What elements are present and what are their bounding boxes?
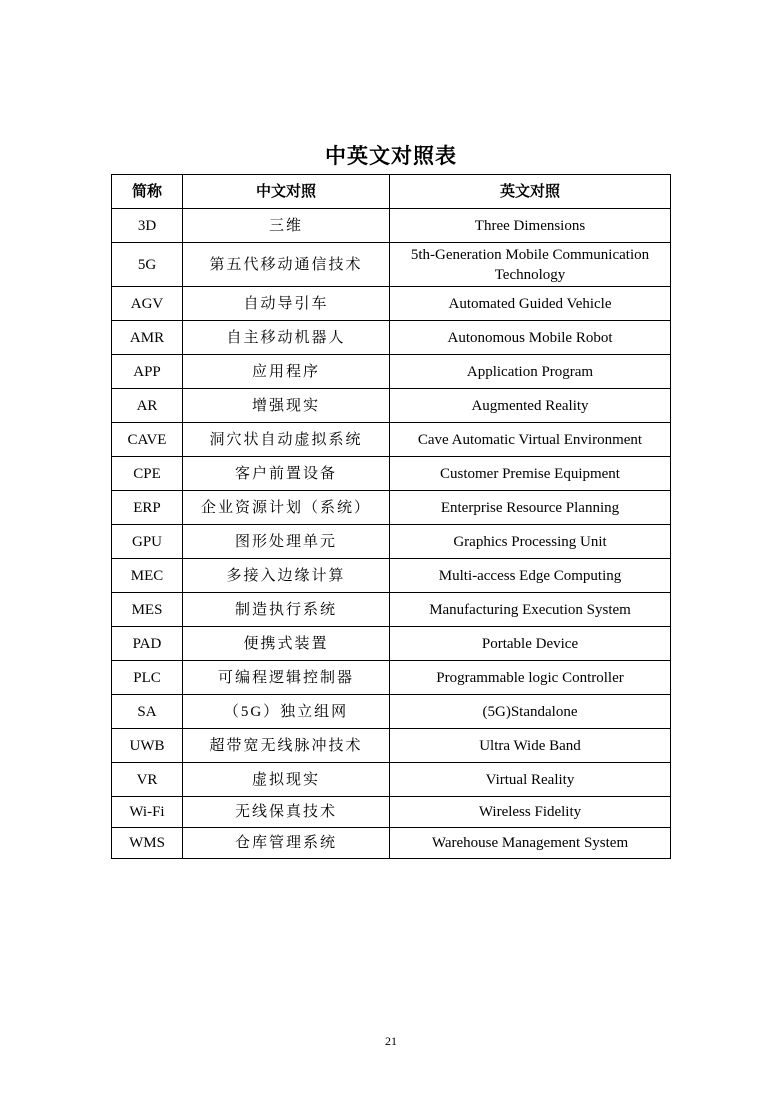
- cell-abbreviation: AR: [112, 389, 183, 423]
- cell-english: (5G)Standalone: [390, 695, 671, 729]
- cell-english: Warehouse Management System: [390, 828, 671, 859]
- table-row: [112, 593, 671, 627]
- table-row: [112, 695, 671, 729]
- cell-english: Augmented Reality: [390, 389, 671, 423]
- cell-english: Graphics Processing Unit: [390, 525, 671, 559]
- cell-english: Multi-access Edge Computing: [390, 559, 671, 593]
- table-row: [112, 321, 671, 355]
- cell-chinese: 增强现实: [183, 389, 390, 423]
- cell-abbreviation: VR: [112, 763, 183, 797]
- cell-abbreviation: GPU: [112, 525, 183, 559]
- table-row: [112, 355, 671, 389]
- page-number: 21: [385, 1034, 397, 1048]
- cell-abbreviation: CAVE: [112, 423, 183, 457]
- cell-abbreviation: PAD: [112, 627, 183, 661]
- cell-english: Programmable logic Controller: [390, 661, 671, 695]
- table-row: [112, 209, 671, 243]
- cell-abbreviation: WMS: [112, 828, 183, 859]
- cell-abbreviation: 5G: [112, 243, 183, 287]
- table-row: [112, 389, 671, 423]
- cell-english: Wireless Fidelity: [390, 797, 671, 828]
- table-row: [112, 243, 671, 287]
- page-title: 中英文对照表: [325, 144, 457, 168]
- cell-abbreviation: CPE: [112, 457, 183, 491]
- cell-abbreviation: MES: [112, 593, 183, 627]
- table-row: [112, 763, 671, 797]
- cell-chinese: 仓库管理系统: [183, 828, 390, 859]
- table-row: [112, 287, 671, 321]
- table-row: [112, 828, 671, 859]
- cell-chinese: 自主移动机器人: [183, 321, 390, 355]
- cell-chinese: 便携式装置: [183, 627, 390, 661]
- cell-english: Autonomous Mobile Robot: [390, 321, 671, 355]
- cell-chinese: 自动导引车: [183, 287, 390, 321]
- table-row: [112, 423, 671, 457]
- table-row: [112, 457, 671, 491]
- cell-chinese: 超带宽无线脉冲技术: [183, 729, 390, 763]
- cell-abbreviation: AGV: [112, 287, 183, 321]
- header-chinese: 中文对照: [183, 175, 390, 209]
- cell-english: Three Dimensions: [390, 209, 671, 243]
- table-row: [112, 627, 671, 661]
- cell-english: Automated Guided Vehicle: [390, 287, 671, 321]
- cell-chinese: 洞穴状自动虚拟系统: [183, 423, 390, 457]
- cell-abbreviation: APP: [112, 355, 183, 389]
- cell-chinese: 三维: [183, 209, 390, 243]
- table-row: [112, 525, 671, 559]
- cell-english: 5th-Generation Mobile Communication Technology: [390, 243, 671, 287]
- cell-abbreviation: SA: [112, 695, 183, 729]
- cell-abbreviation: ERP: [112, 491, 183, 525]
- cell-chinese: 无线保真技术: [183, 797, 390, 828]
- cell-chinese: 虚拟现实: [183, 763, 390, 797]
- table-row: [112, 661, 671, 695]
- cell-abbreviation: PLC: [112, 661, 183, 695]
- cell-english: Virtual Reality: [390, 763, 671, 797]
- cell-chinese: 第五代移动通信技术: [183, 243, 390, 287]
- cell-english: Application Program: [390, 355, 671, 389]
- cell-english: Manufacturing Execution System: [390, 593, 671, 627]
- cell-abbreviation: MEC: [112, 559, 183, 593]
- cell-chinese: 可编程逻辑控制器: [183, 661, 390, 695]
- header-english: 英文对照: [390, 175, 671, 209]
- cell-english: Ultra Wide Band: [390, 729, 671, 763]
- cell-chinese: 多接入边缘计算: [183, 559, 390, 593]
- cell-english: Enterprise Resource Planning: [390, 491, 671, 525]
- cell-chinese: 客户前置设备: [183, 457, 390, 491]
- cell-english: Cave Automatic Virtual Environment: [390, 423, 671, 457]
- glossary-table: [111, 174, 671, 859]
- cell-abbreviation: Wi-Fi: [112, 797, 183, 828]
- cell-abbreviation: UWB: [112, 729, 183, 763]
- cell-abbreviation: 3D: [112, 209, 183, 243]
- cell-chinese: （5G）独立组网: [183, 695, 390, 729]
- cell-chinese: 图形处理单元: [183, 525, 390, 559]
- cell-english: Portable Device: [390, 627, 671, 661]
- cell-chinese: 应用程序: [183, 355, 390, 389]
- cell-abbreviation: AMR: [112, 321, 183, 355]
- cell-english: Customer Premise Equipment: [390, 457, 671, 491]
- table-row: [112, 729, 671, 763]
- header-abbreviation: 简称: [112, 175, 183, 209]
- table-row: [112, 797, 671, 828]
- cell-chinese: 制造执行系统: [183, 593, 390, 627]
- table-header-row: [112, 175, 671, 209]
- table-row: [112, 491, 671, 525]
- cell-chinese: 企业资源计划（系统）: [183, 491, 390, 525]
- table-row: [112, 559, 671, 593]
